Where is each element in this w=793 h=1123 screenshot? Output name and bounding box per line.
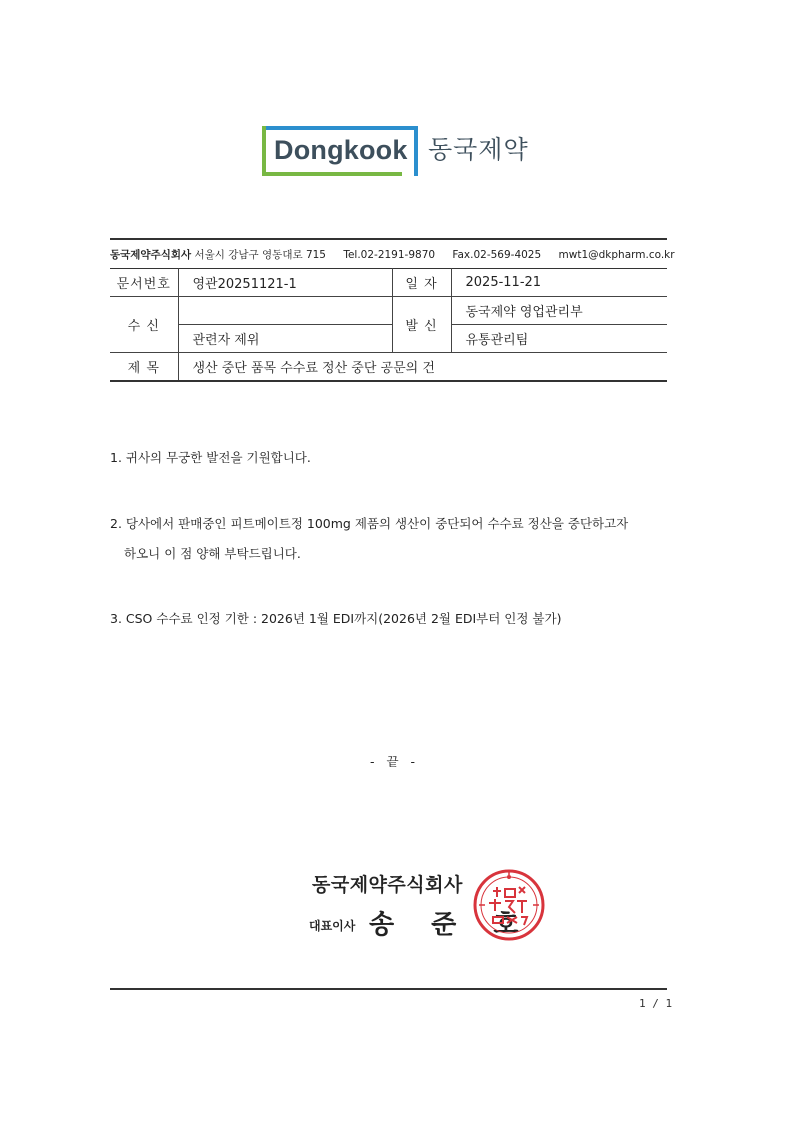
signature-title: 대표이사 (309, 919, 356, 933)
paragraph-2-line2: 하오니 이 점 양해 부탁드립니다. (124, 546, 301, 561)
sender-line1: 동국제약 영업관리부 (451, 297, 667, 325)
doc-number-value: 영관20251121-1 (178, 269, 392, 297)
footer-rule (110, 988, 667, 990)
paragraph-1: 1. 귀사의 무궁한 발전을 기원합니다. (110, 450, 311, 465)
table-row (110, 325, 667, 353)
subject-value: 생산 중단 품목 수수료 정산 중단 공문의 건 (178, 353, 667, 382)
header-rule (110, 238, 667, 240)
paragraph-2-line1: 2. 당사에서 판매중인 피트메이트정 100mg 제품의 생산이 중단되어 수수료 정산을 중단하고자 (110, 516, 629, 531)
recipient-line2: 관련자 제위 (178, 325, 392, 353)
company-logo (262, 126, 418, 176)
table-row (110, 297, 667, 325)
subject-label: 제 목 (110, 353, 178, 382)
sender-line2: 유통관리팀 (451, 325, 667, 353)
table-row (110, 269, 667, 297)
end-mark: - 끝 - (370, 754, 420, 769)
logo-text-ko: 동국제약 (428, 135, 529, 164)
company-fax: Fax.02-569-4025 (452, 249, 542, 261)
company-info-line (110, 247, 675, 262)
logo-text-en: Dongkook (274, 135, 408, 165)
recipient-label: 수 신 (110, 297, 178, 353)
sender-label: 발 신 (392, 297, 451, 353)
company-email: mwt1@dkpharm.co.kr (558, 249, 675, 261)
date-value: 2025-11-21 (451, 269, 667, 297)
doc-number-label: 문서번호 (110, 269, 178, 297)
signature-name: 송 준 호 (369, 910, 533, 940)
company-tel: Tel.02-2191-9870 (343, 249, 436, 261)
signature-company: 동국제약주식회사 (312, 874, 463, 896)
recipient-line1 (178, 297, 392, 325)
table-row (110, 353, 667, 382)
company-name: 동국제약주식회사 (110, 249, 192, 261)
company-seal-icon (471, 867, 547, 943)
paragraph-3: 3. CSO 수수료 인정 기한 : 2026년 1월 EDI까지(2026년 2월 EDI부터 인정 불가) (110, 611, 562, 626)
document-info-table (110, 268, 667, 382)
page-number: 1 / 1 (639, 997, 673, 1010)
date-label: 일 자 (392, 269, 451, 297)
company-address: 서울시 강남구 영동대로 715 (194, 249, 326, 261)
